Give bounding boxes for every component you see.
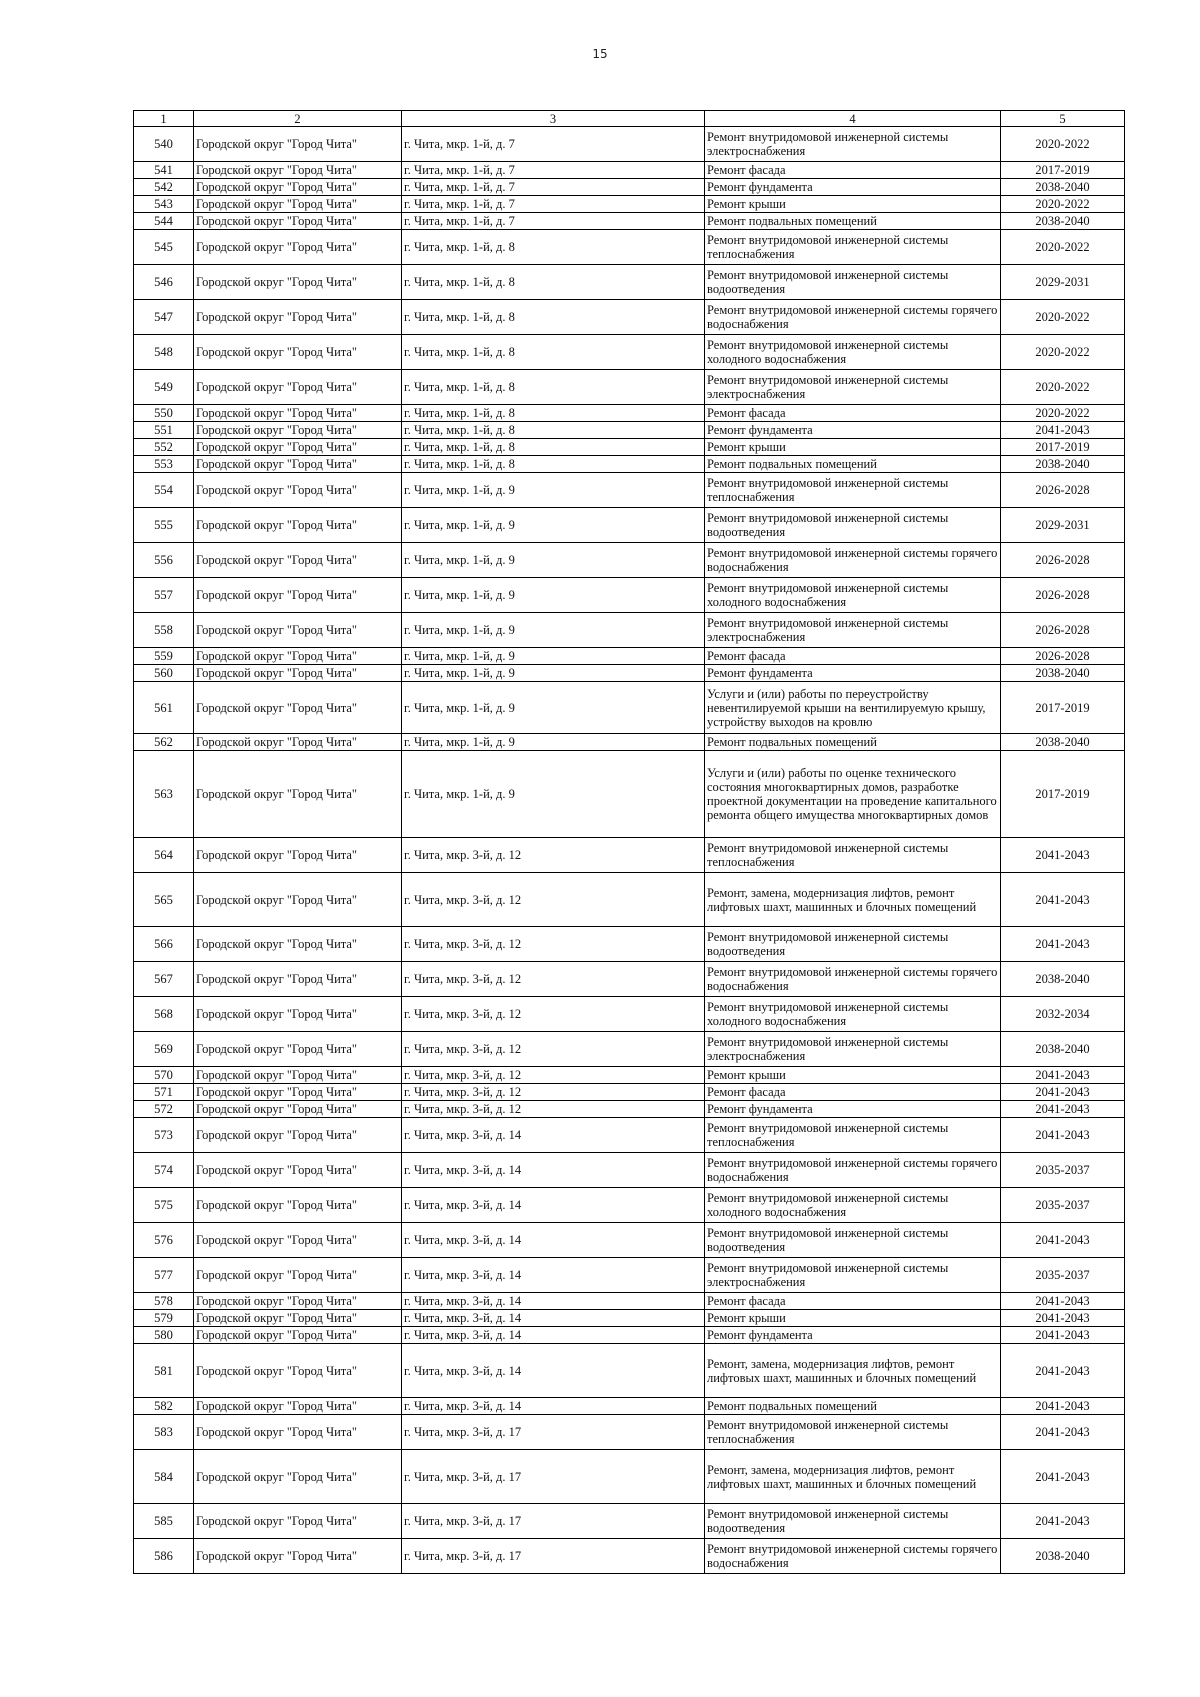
row-number-cell: 569 [134,1032,194,1067]
table-row [134,962,1125,997]
period-cell: 2017-2019 [1001,751,1125,838]
period-cell: 2026-2028 [1001,473,1125,508]
work-type-cell: Ремонт подвальных помещений [705,213,1001,230]
table-row [134,1101,1125,1118]
address-cell: г. Чита, мкр. 1-й, д. 8 [402,265,705,300]
table-row [134,1223,1125,1258]
period-cell: 2041-2043 [1001,1067,1125,1084]
municipality-cell: Городской округ "Город Чита" [194,1067,402,1084]
address-cell: г. Чита, мкр. 3-й, д. 14 [402,1293,705,1310]
period-cell: 2026-2028 [1001,613,1125,648]
work-type-cell: Ремонт крыши [705,439,1001,456]
address-cell: г. Чита, мкр. 1-й, д. 9 [402,665,705,682]
work-type-cell: Ремонт внутридомовой инженерной системы холодного водоснабжения [705,335,1001,370]
work-type-cell: Ремонт внутридомовой инженерной системы горячего водоснабжения [705,543,1001,578]
table-row [134,230,1125,265]
table-row [134,335,1125,370]
work-type-cell: Ремонт внутридомовой инженерной системы горячего водоснабжения [705,962,1001,997]
table-row [134,1153,1125,1188]
period-cell: 2026-2028 [1001,543,1125,578]
work-type-cell: Ремонт крыши [705,1067,1001,1084]
row-number-cell: 561 [134,682,194,734]
address-cell: г. Чита, мкр. 1-й, д. 8 [402,422,705,439]
row-number-cell: 559 [134,648,194,665]
municipality-cell: Городской округ "Город Чита" [194,405,402,422]
municipality-cell: Городской округ "Город Чита" [194,1293,402,1310]
table-row [134,873,1125,927]
municipality-cell: Городской округ "Город Чита" [194,213,402,230]
table-row [134,1539,1125,1574]
table-row [134,265,1125,300]
column-header-4: 4 [705,111,1001,127]
work-type-cell: Ремонт подвальных помещений [705,734,1001,751]
table-row [134,439,1125,456]
work-type-cell: Ремонт внутридомовой инженерной системы горячего водоснабжения [705,300,1001,335]
table-row [134,196,1125,213]
address-cell: г. Чита, мкр. 3-й, д. 12 [402,838,705,873]
address-cell: г. Чита, мкр. 1-й, д. 9 [402,734,705,751]
work-type-cell: Ремонт внутридомовой инженерной системы водоотведения [705,927,1001,962]
address-cell: г. Чита, мкр. 3-й, д. 17 [402,1539,705,1574]
address-cell: г. Чита, мкр. 1-й, д. 7 [402,162,705,179]
row-number-cell: 544 [134,213,194,230]
table-row [134,405,1125,422]
period-cell: 2020-2022 [1001,230,1125,265]
municipality-cell: Городской округ "Город Чита" [194,196,402,213]
row-number-cell: 554 [134,473,194,508]
period-cell: 2041-2043 [1001,1293,1125,1310]
address-cell: г. Чита, мкр. 3-й, д. 12 [402,873,705,927]
row-number-cell: 580 [134,1327,194,1344]
row-number-cell: 576 [134,1223,194,1258]
work-type-cell: Ремонт, замена, модернизация лифтов, ремонт лифтовых шахт, машинных и блочных помещений [705,1344,1001,1398]
table-row [134,422,1125,439]
municipality-cell: Городской округ "Город Чита" [194,997,402,1032]
work-type-cell: Ремонт внутридомовой инженерной системы электроснабжения [705,1032,1001,1067]
table-row [134,1450,1125,1504]
work-type-cell: Ремонт внутридомовой инженерной системы водоотведения [705,1504,1001,1539]
period-cell: 2041-2043 [1001,1327,1125,1344]
row-number-cell: 573 [134,1118,194,1153]
address-cell: г. Чита, мкр. 3-й, д. 12 [402,997,705,1032]
address-cell: г. Чита, мкр. 1-й, д. 8 [402,456,705,473]
municipality-cell: Городской округ "Город Чита" [194,1153,402,1188]
period-cell: 2041-2043 [1001,1398,1125,1415]
period-cell: 2017-2019 [1001,439,1125,456]
municipality-cell: Городской округ "Город Чита" [194,370,402,405]
municipality-cell: Городской округ "Город Чита" [194,1327,402,1344]
row-number-cell: 560 [134,665,194,682]
table-row [134,1118,1125,1153]
repair-schedule-table [133,110,1125,1574]
table-row [134,473,1125,508]
address-cell: г. Чита, мкр. 1-й, д. 9 [402,473,705,508]
table-row [134,1188,1125,1223]
period-cell: 2041-2043 [1001,1504,1125,1539]
period-cell: 2029-2031 [1001,265,1125,300]
period-cell: 2020-2022 [1001,335,1125,370]
row-number-cell: 548 [134,335,194,370]
municipality-cell: Городской округ "Город Чита" [194,1310,402,1327]
address-cell: г. Чита, мкр. 1-й, д. 9 [402,682,705,734]
table-row [134,213,1125,230]
table-row [134,751,1125,838]
row-number-cell: 567 [134,962,194,997]
municipality-cell: Городской округ "Город Чита" [194,335,402,370]
table-row [134,1258,1125,1293]
address-cell: г. Чита, мкр. 1-й, д. 9 [402,543,705,578]
municipality-cell: Городской округ "Город Чита" [194,473,402,508]
work-type-cell: Ремонт фундамента [705,1101,1001,1118]
work-type-cell: Ремонт, замена, модернизация лифтов, ремонт лифтовых шахт, машинных и блочных помещений [705,1450,1001,1504]
address-cell: г. Чита, мкр. 1-й, д. 7 [402,213,705,230]
work-type-cell: Ремонт крыши [705,196,1001,213]
work-type-cell: Ремонт фундамента [705,1327,1001,1344]
row-number-cell: 570 [134,1067,194,1084]
municipality-cell: Городской округ "Город Чита" [194,265,402,300]
address-cell: г. Чита, мкр. 1-й, д. 9 [402,613,705,648]
municipality-cell: Городской округ "Город Чита" [194,1032,402,1067]
municipality-cell: Городской округ "Город Чита" [194,1539,402,1574]
address-cell: г. Чита, мкр. 1-й, д. 7 [402,127,705,162]
row-number-cell: 540 [134,127,194,162]
work-type-cell: Ремонт внутридомовой инженерной системы холодного водоснабжения [705,1188,1001,1223]
period-cell: 2041-2043 [1001,1084,1125,1101]
work-type-cell: Ремонт подвальных помещений [705,456,1001,473]
municipality-cell: Городской округ "Город Чита" [194,1101,402,1118]
period-cell: 2020-2022 [1001,127,1125,162]
work-type-cell: Ремонт фасада [705,1084,1001,1101]
municipality-cell: Городской округ "Город Чита" [194,613,402,648]
period-cell: 2038-2040 [1001,179,1125,196]
period-cell: 2032-2034 [1001,997,1125,1032]
work-type-cell: Ремонт фундамента [705,422,1001,439]
period-cell: 2041-2043 [1001,1344,1125,1398]
period-cell: 2038-2040 [1001,962,1125,997]
column-header-5: 5 [1001,111,1125,127]
address-cell: г. Чита, мкр. 1-й, д. 8 [402,439,705,456]
row-number-cell: 584 [134,1450,194,1504]
work-type-cell: Ремонт внутридомовой инженерной системы теплоснабжения [705,230,1001,265]
municipality-cell: Городской округ "Город Чита" [194,1398,402,1415]
table-row [134,997,1125,1032]
address-cell: г. Чита, мкр. 3-й, д. 12 [402,962,705,997]
work-type-cell: Ремонт внутридомовой инженерной системы электроснабжения [705,370,1001,405]
period-cell: 2026-2028 [1001,578,1125,613]
address-cell: г. Чита, мкр. 1-й, д. 9 [402,751,705,838]
period-cell: 2041-2043 [1001,1310,1125,1327]
work-type-cell: Ремонт внутридомовой инженерной системы водоотведения [705,508,1001,543]
work-type-cell: Ремонт внутридомовой инженерной системы горячего водоснабжения [705,1153,1001,1188]
row-number-cell: 565 [134,873,194,927]
municipality-cell: Городской округ "Город Чита" [194,508,402,543]
period-cell: 2041-2043 [1001,422,1125,439]
period-cell: 2041-2043 [1001,1118,1125,1153]
period-cell: 2041-2043 [1001,1450,1125,1504]
row-number-cell: 555 [134,508,194,543]
work-type-cell: Ремонт, замена, модернизация лифтов, ремонт лифтовых шахт, машинных и блочных помещений [705,873,1001,927]
municipality-cell: Городской округ "Город Чита" [194,1188,402,1223]
row-number-cell: 541 [134,162,194,179]
table-row [134,648,1125,665]
work-type-cell: Ремонт внутридомовой инженерной системы теплоснабжения [705,1118,1001,1153]
work-type-cell: Ремонт фасада [705,405,1001,422]
row-number-cell: 571 [134,1084,194,1101]
period-cell: 2041-2043 [1001,1101,1125,1118]
work-type-cell: Ремонт внутридомовой инженерной системы теплоснабжения [705,1415,1001,1450]
address-cell: г. Чита, мкр. 3-й, д. 17 [402,1504,705,1539]
period-cell: 2041-2043 [1001,873,1125,927]
table-row [134,127,1125,162]
row-number-cell: 581 [134,1344,194,1398]
address-cell: г. Чита, мкр. 3-й, д. 12 [402,927,705,962]
column-header-1: 1 [134,111,194,127]
row-number-cell: 552 [134,439,194,456]
municipality-cell: Городской округ "Город Чита" [194,838,402,873]
address-cell: г. Чита, мкр. 3-й, д. 14 [402,1153,705,1188]
address-cell: г. Чита, мкр. 1-й, д. 9 [402,508,705,543]
table-row [134,508,1125,543]
municipality-cell: Городской округ "Город Чита" [194,1223,402,1258]
work-type-cell: Ремонт внутридомовой инженерной системы холодного водоснабжения [705,997,1001,1032]
municipality-cell: Городской округ "Город Чита" [194,578,402,613]
work-type-cell: Ремонт внутридомовой инженерной системы водоотведения [705,265,1001,300]
period-cell: 2041-2043 [1001,1223,1125,1258]
work-type-cell: Ремонт подвальных помещений [705,1398,1001,1415]
municipality-cell: Городской округ "Город Чита" [194,1084,402,1101]
municipality-cell: Городской округ "Город Чита" [194,456,402,473]
row-number-cell: 562 [134,734,194,751]
row-number-cell: 550 [134,405,194,422]
table-body [134,127,1125,1574]
row-number-cell: 572 [134,1101,194,1118]
address-cell: г. Чита, мкр. 3-й, д. 17 [402,1415,705,1450]
table-row [134,300,1125,335]
work-type-cell: Ремонт крыши [705,1310,1001,1327]
municipality-cell: Городской округ "Город Чита" [194,1258,402,1293]
address-cell: г. Чита, мкр. 3-й, д. 14 [402,1344,705,1398]
period-cell: 2038-2040 [1001,665,1125,682]
period-cell: 2020-2022 [1001,405,1125,422]
table-row [134,1415,1125,1450]
municipality-cell: Городской округ "Город Чита" [194,230,402,265]
period-cell: 2041-2043 [1001,1415,1125,1450]
column-header-2: 2 [194,111,402,127]
table-row [134,665,1125,682]
period-cell: 2038-2040 [1001,1032,1125,1067]
municipality-cell: Городской округ "Город Чита" [194,682,402,734]
row-number-cell: 542 [134,179,194,196]
work-type-cell: Ремонт фасада [705,162,1001,179]
work-type-cell: Ремонт фундамента [705,665,1001,682]
municipality-cell: Городской округ "Город Чита" [194,1450,402,1504]
work-type-cell: Ремонт внутридомовой инженерной системы холодного водоснабжения [705,578,1001,613]
municipality-cell: Городской округ "Город Чита" [194,162,402,179]
table-row [134,179,1125,196]
row-number-cell: 546 [134,265,194,300]
work-type-cell: Ремонт фасада [705,1293,1001,1310]
table-row [134,1032,1125,1067]
row-number-cell: 566 [134,927,194,962]
municipality-cell: Городской округ "Город Чита" [194,873,402,927]
table-row [134,613,1125,648]
row-number-cell: 545 [134,230,194,265]
row-number-cell: 553 [134,456,194,473]
period-cell: 2038-2040 [1001,213,1125,230]
work-type-cell: Ремонт внутридомовой инженерной системы электроснабжения [705,1258,1001,1293]
municipality-cell: Городской округ "Город Чита" [194,1344,402,1398]
table-row [134,682,1125,734]
work-type-cell: Услуги и (или) работы по оценке технического состояния многоквартирных домов, разработке проектной документации на проведение капитального ремонта общего имущества многоквартирных домов [705,751,1001,838]
work-type-cell: Услуги и (или) работы по переустройству невентилируемой крыши на вентилируемую крышу, устройству выходов на кровлю [705,682,1001,734]
table-row [134,578,1125,613]
period-cell: 2020-2022 [1001,196,1125,213]
table-row [134,1293,1125,1310]
page-number: 15 [592,47,608,61]
address-cell: г. Чита, мкр. 3-й, д. 14 [402,1118,705,1153]
period-cell: 2020-2022 [1001,300,1125,335]
row-number-cell: 551 [134,422,194,439]
municipality-cell: Городской округ "Город Чита" [194,1415,402,1450]
municipality-cell: Городской округ "Город Чита" [194,422,402,439]
municipality-cell: Городской округ "Город Чита" [194,439,402,456]
row-number-cell: 582 [134,1398,194,1415]
row-number-cell: 564 [134,838,194,873]
row-number-cell: 578 [134,1293,194,1310]
table-header-row [134,111,1125,127]
address-cell: г. Чита, мкр. 1-й, д. 7 [402,196,705,213]
row-number-cell: 574 [134,1153,194,1188]
period-cell: 2020-2022 [1001,370,1125,405]
row-number-cell: 583 [134,1415,194,1450]
municipality-cell: Городской округ "Город Чита" [194,665,402,682]
table-row [134,370,1125,405]
row-number-cell: 549 [134,370,194,405]
period-cell: 2035-2037 [1001,1188,1125,1223]
municipality-cell: Городской округ "Город Чита" [194,751,402,838]
row-number-cell: 579 [134,1310,194,1327]
address-cell: г. Чита, мкр. 3-й, д. 14 [402,1258,705,1293]
address-cell: г. Чита, мкр. 1-й, д. 8 [402,370,705,405]
row-number-cell: 557 [134,578,194,613]
municipality-cell: Городской округ "Город Чита" [194,1504,402,1539]
period-cell: 2038-2040 [1001,1539,1125,1574]
table-row [134,927,1125,962]
address-cell: г. Чита, мкр. 3-й, д. 17 [402,1450,705,1504]
address-cell: г. Чита, мкр. 1-й, д. 9 [402,578,705,613]
period-cell: 2035-2037 [1001,1258,1125,1293]
table-row [134,1067,1125,1084]
municipality-cell: Городской округ "Город Чита" [194,648,402,665]
work-type-cell: Ремонт внутридомовой инженерной системы теплоснабжения [705,473,1001,508]
address-cell: г. Чита, мкр. 3-й, д. 14 [402,1398,705,1415]
municipality-cell: Городской округ "Город Чита" [194,127,402,162]
address-cell: г. Чита, мкр. 3-й, д. 14 [402,1188,705,1223]
address-cell: г. Чита, мкр. 3-й, д. 14 [402,1327,705,1344]
row-number-cell: 547 [134,300,194,335]
row-number-cell: 568 [134,997,194,1032]
address-cell: г. Чита, мкр. 3-й, д. 12 [402,1084,705,1101]
municipality-cell: Городской округ "Город Чита" [194,1118,402,1153]
table-row [134,162,1125,179]
address-cell: г. Чита, мкр. 3-й, д. 12 [402,1101,705,1118]
address-cell: г. Чита, мкр. 1-й, д. 8 [402,300,705,335]
period-cell: 2029-2031 [1001,508,1125,543]
work-type-cell: Ремонт внутридомовой инженерной системы водоотведения [705,1223,1001,1258]
address-cell: г. Чита, мкр. 3-й, д. 12 [402,1032,705,1067]
row-number-cell: 577 [134,1258,194,1293]
row-number-cell: 543 [134,196,194,213]
address-cell: г. Чита, мкр. 3-й, д. 14 [402,1223,705,1258]
work-type-cell: Ремонт внутридомовой инженерной системы электроснабжения [705,613,1001,648]
period-cell: 2035-2037 [1001,1153,1125,1188]
work-type-cell: Ремонт внутридомовой инженерной системы теплоснабжения [705,838,1001,873]
address-cell: г. Чита, мкр. 1-й, д. 8 [402,335,705,370]
period-cell: 2026-2028 [1001,648,1125,665]
row-number-cell: 575 [134,1188,194,1223]
row-number-cell: 585 [134,1504,194,1539]
table-row [134,1398,1125,1415]
table-row [134,1310,1125,1327]
table-row [134,838,1125,873]
period-cell: 2041-2043 [1001,838,1125,873]
address-cell: г. Чита, мкр. 1-й, д. 8 [402,405,705,422]
address-cell: г. Чита, мкр. 3-й, д. 12 [402,1067,705,1084]
period-cell: 2041-2043 [1001,927,1125,962]
period-cell: 2017-2019 [1001,682,1125,734]
column-header-3: 3 [402,111,705,127]
municipality-cell: Городской округ "Город Чита" [194,927,402,962]
period-cell: 2017-2019 [1001,162,1125,179]
table-row [134,543,1125,578]
table-row [134,1327,1125,1344]
address-cell: г. Чита, мкр. 1-й, д. 7 [402,179,705,196]
municipality-cell: Городской округ "Город Чита" [194,543,402,578]
row-number-cell: 556 [134,543,194,578]
work-type-cell: Ремонт внутридомовой инженерной системы электроснабжения [705,127,1001,162]
municipality-cell: Городской округ "Город Чита" [194,300,402,335]
municipality-cell: Городской округ "Город Чита" [194,179,402,196]
row-number-cell: 558 [134,613,194,648]
period-cell: 2038-2040 [1001,734,1125,751]
address-cell: г. Чита, мкр. 1-й, д. 8 [402,230,705,265]
work-type-cell: Ремонт фасада [705,648,1001,665]
table-row [134,1084,1125,1101]
table-row [134,456,1125,473]
address-cell: г. Чита, мкр. 1-й, д. 9 [402,648,705,665]
row-number-cell: 563 [134,751,194,838]
municipality-cell: Городской округ "Город Чита" [194,962,402,997]
municipality-cell: Городской округ "Город Чита" [194,734,402,751]
work-type-cell: Ремонт фундамента [705,179,1001,196]
table-row [134,1504,1125,1539]
row-number-cell: 586 [134,1539,194,1574]
table-row [134,1344,1125,1398]
work-type-cell: Ремонт внутридомовой инженерной системы горячего водоснабжения [705,1539,1001,1574]
period-cell: 2038-2040 [1001,456,1125,473]
address-cell: г. Чита, мкр. 3-й, д. 14 [402,1310,705,1327]
table-row [134,734,1125,751]
